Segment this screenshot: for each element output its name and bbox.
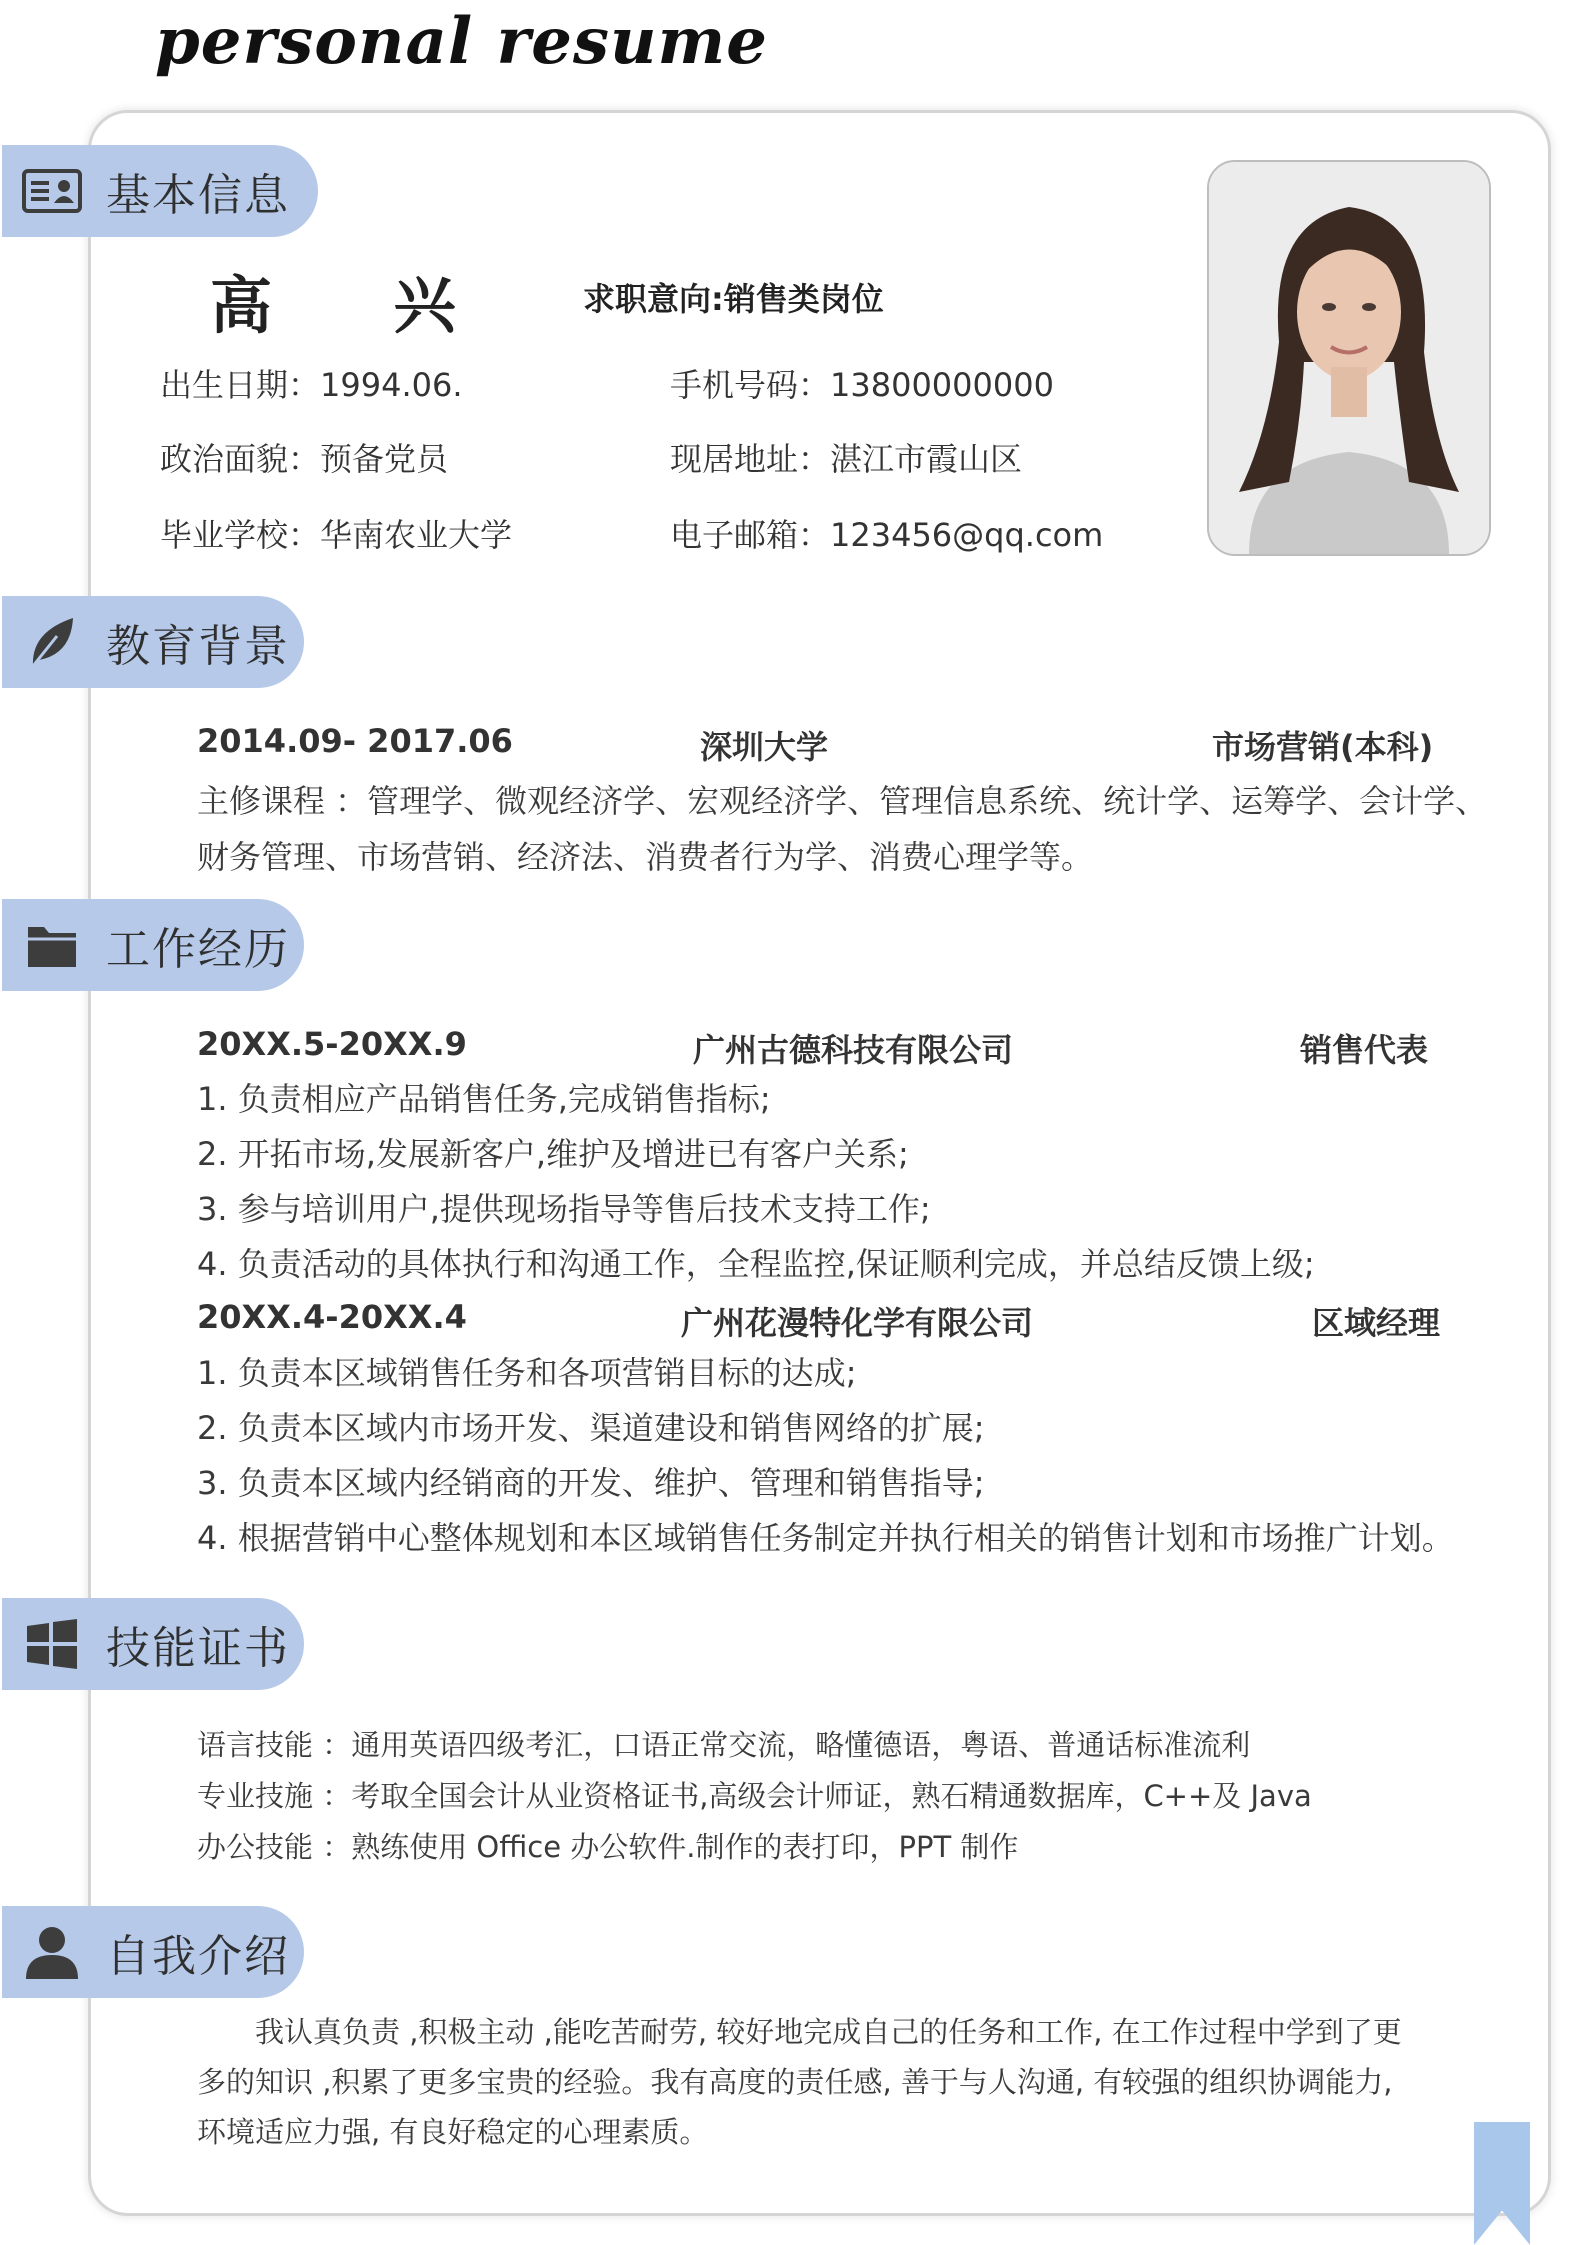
graduate-school: 毕业学校：华南农业大学 — [160, 516, 513, 554]
list-item: 2. 开拓市场,发展新客户,维护及增进已有客户关系; — [197, 1135, 909, 1173]
job-2-duties — [197, 1346, 1454, 1566]
id-card-icon — [22, 161, 82, 221]
section-title-about: 自我介绍 — [106, 1931, 290, 1982]
political-status: 政治面貌：预备党员 — [160, 440, 449, 478]
birth-date: 出生日期：1994.06. — [160, 366, 463, 404]
job-2-company: 广州花漫特化学有限公司 — [681, 1304, 1034, 1342]
job-1-period: 20XX.5-20XX.9 — [197, 1025, 467, 1063]
list-item: 1. 负责本区域销售任务和各项营销目标的达成; — [197, 1354, 857, 1392]
folder-icon — [22, 915, 82, 975]
list-item: 3. 负责本区域内经销商的开发、维护、管理和销售指导; — [197, 1464, 985, 1502]
section-title-basic: 基本信息 — [106, 170, 290, 221]
section-title-education: 教育背景 — [106, 621, 290, 672]
bookmark-ribbon — [1474, 2122, 1530, 2245]
education-school: 深圳大学 — [700, 728, 829, 766]
phone-number: 手机号码：13800000000 — [670, 366, 1054, 404]
education-courses-line2: 财务管理、市场营销、经济法、消费者行为学、消费心理学等。 — [197, 838, 1094, 876]
candidate-name: 高 兴 — [210, 269, 506, 342]
section-title-skills: 技能证书 — [106, 1623, 290, 1674]
list-item: 4. 根据营销中心整体规划和本区域销售任务制定并执行相关的销售计划和市场推广计划。 — [197, 1519, 1454, 1557]
leaf-icon — [22, 612, 82, 672]
about-line2: 多的知识 ,积累了更多宝贵的经验。我有高度的责任感, 善于与人沟通, 有较强的组织协调能力, — [197, 2065, 1393, 2099]
education-period: 2014.09- 2017.06 — [197, 722, 513, 760]
job-2-period: 20XX.4-20XX.4 — [197, 1298, 467, 1336]
job-2-role: 区域经理 — [1312, 1304, 1441, 1342]
section-header-basic — [2, 145, 318, 237]
job-intent: 求职意向:销售类岗位 — [583, 280, 884, 318]
section-header-education — [2, 596, 304, 688]
list-item: 2. 负责本区域内市场开发、渠道建设和销售网络的扩展; — [197, 1409, 985, 1447]
job-1-duties — [197, 1072, 1315, 1292]
section-header-about — [2, 1906, 304, 1998]
education-courses-line1: 主修课程 ：管理学、微观经济学、宏观经济学、管理信息系统、统计学、运筹学、会计学、 — [197, 782, 1488, 820]
profile-photo — [1207, 160, 1491, 556]
section-header-skills — [2, 1598, 304, 1690]
windows-icon — [22, 1614, 82, 1674]
email-address: 电子邮箱：123456@qq.com — [670, 516, 1104, 554]
resume-title: personal resume — [155, 4, 768, 79]
list-item: 语言技能 ：通用英语四级考汇，口语正常交流，略懂德语，粤语、普通话标准流利 — [197, 1728, 1251, 1762]
skills-list — [197, 1720, 1312, 1873]
user-icon — [22, 1922, 82, 1982]
section-title-work: 工作经历 — [106, 924, 290, 975]
list-item: 3. 参与培训用户,提供现场指导等售后技术支持工作; — [197, 1190, 931, 1228]
about-line1: 我认真负责 ,积极主动 ,能吃苦耐劳, 较好地完成自己的任务和工作, 在工作过程中学到了更 — [255, 2015, 1402, 2049]
list-item: 1. 负责相应产品销售任务,完成销售指标; — [197, 1080, 771, 1118]
list-item: 办公技能 ：熟练使用 Office 办公软件.制作的表打印，PPT 制作 — [197, 1830, 1019, 1864]
list-item: 专业技施 ：考取全国会计从业资格证书,高级会计师证，熟石精通数据库，C++及 Java — [197, 1779, 1312, 1813]
list-item: 4. 负责活动的具体执行和沟通工作，全程监控,保证顺利完成，并总结反馈上级; — [197, 1245, 1315, 1283]
education-major: 市场营销(本科) — [1212, 728, 1434, 766]
section-header-work — [2, 899, 304, 991]
about-line3: 环境适应力强, 有良好稳定的心理素质。 — [197, 2115, 709, 2149]
job-1-company: 广州古德科技有限公司 — [693, 1031, 1014, 1069]
job-1-role: 销售代表 — [1300, 1031, 1429, 1069]
current-address: 现居地址：湛江市霞山区 — [670, 440, 1023, 478]
